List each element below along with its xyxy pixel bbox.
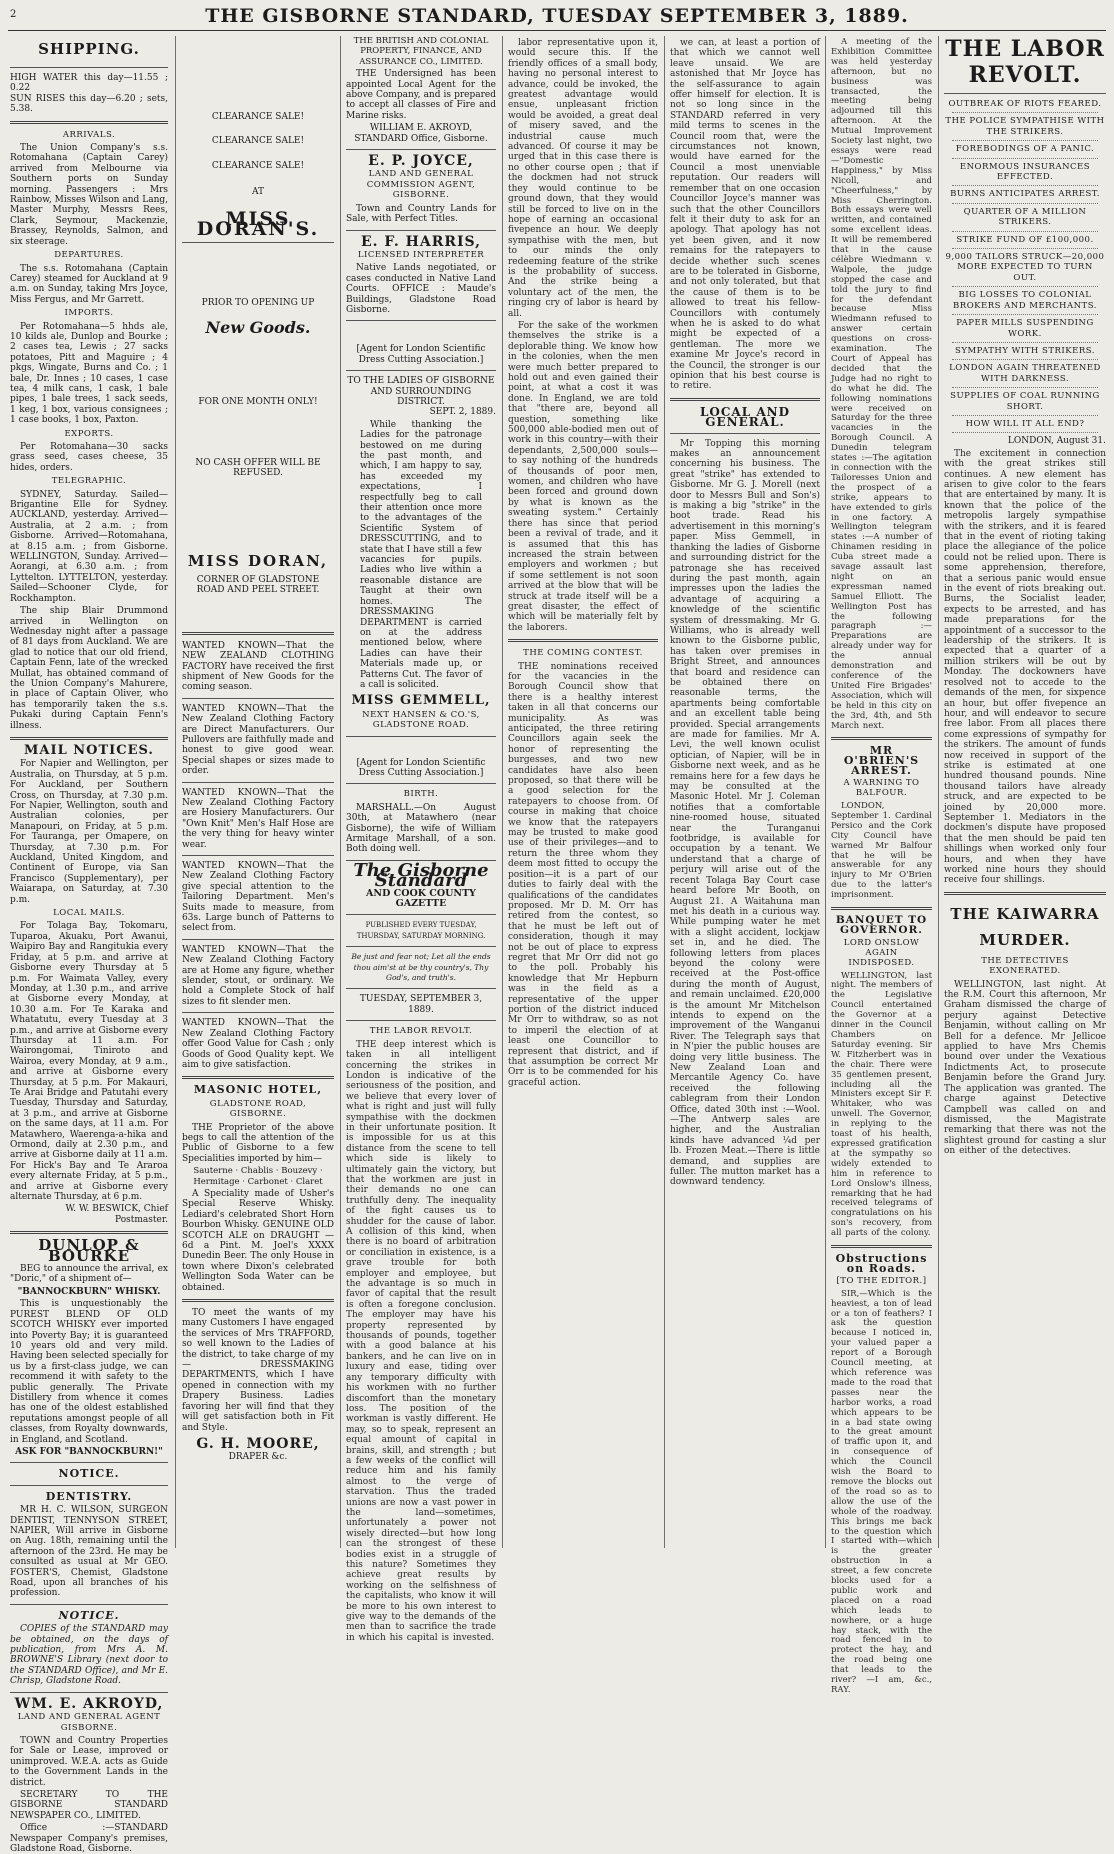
divider [10,67,168,68]
divider [831,737,932,740]
spacer [182,478,334,548]
sun-times: SUN RISES this day—6.20 ; sets, 5.38. [10,93,168,115]
local-mails-text: For Tolaga Bay, Tokomaru, Tuparoa, Akuaku, Port Awanui, Waipiro Bay and Rangitukia every Friday, at 5 p.m. and arrive at Gisborne every Thursday at 5 p.m. For Waimata Valley, every Monday, at 1.30 p.m., and arrive at Gisborne every Monday, at 10.30 a.m. For Te Karaka and Whatatutu, every Tuesday at 3 p.m., and arrive at Gisborne every Thursday at 11 a.m. For Wairongomai, Tiniroto and Wairoa, every Monday, at 9 a.m., and arrive at Gisborne every Thursday, at 5 p.m. For Makauri, Te Arai Bridge and Patutahi every Tuesday, Thursday and Saturday, at 3 p.m., and arrive at Gisborne on the same days, at 11 a.m. For Matawhero, Waerenga-a-hika and Ormond, daily at 2.30 p.m., and arrive at Gisborne daily at 11 a.m. For Hick's Bay and Te Araroa every alternate Friday, at 5 p.m., and arrive at Gisborne every alternate Thursday, at 6 p.m. [10,921,168,1203]
divider [182,698,334,699]
subhead: SUPPLIES OF COAL RUNNING SHORT. [950,391,1100,412]
wanted-ad-1: WANTED KNOWN—That the NEW ZEALAND CLOTHING FACTORY have received the first shipment of New Goods for the coming season. [182,640,334,693]
divider [182,855,334,856]
wanted-ad-3: WANTED KNOWN—That the New Zealand Clothing Factory are Hosiery Manufacturers. Our "Own Knit" Men's Half Hose are the very thing for heavy winter wear. [182,787,334,850]
local-general-heading: LOCAL AND GENERAL. [699,404,791,430]
harris-text: Native Lands negotiated, or cases conducted in Native Land Courts. OFFICE : Maude's Buildings, Gladstone Road Gisborne. [346,263,496,315]
divider [508,639,658,642]
dateline: LONDON, August 31. [1007,436,1106,447]
wanted-ad-2: WANTED KNOWN—That the New Zealand Clothing Factory are Direct Manufacturers. Our Pullovers are faithfully made and honest to give good wear. Special shapes or sizes made to order. [182,703,334,777]
notice2-text: COPIES of the STANDARD may be obtained, on the days of publication, from Mrs A. M. BROWNE'S Library (next door to the STANDARD Office), and Mr E. Chrisp, Gladstone Road. [10,1624,168,1687]
labor-revolt-heading: THE LABOR REVOLT. [945,36,1105,88]
subhead-divider [952,185,1098,186]
corner-address: CORNER OF GLADSTONE ROAD AND PEEL STREET. [196,574,320,596]
postmaster: W. W. BESWICK, Chief Postmaster. [65,1204,168,1225]
miss-dorans-heading: MISS DORAN'S. [196,207,320,241]
divider [182,782,334,783]
british-heading: THE BRITISH AND COLONIAL PROPERTY, FINANCE, AND ASSURANCE CO., LIMITED. [353,36,489,67]
divider [182,1012,334,1013]
editorial-cont-b: For the sake of the workmen themselves the strike is a deplorable thing. We know how in the colonies, when the men were much better prepared to hold out and even gained their point, at what a cost it was done. In England, we are told that "there are, beyond all question, something like 500,000 able-bodied men out of work in this country—with their dependants, 2,500,000 souls—to say nothing of the hundreds of thousands of poor men, women, and children who have been forced and ground down by what is known as the sweating system." Certainly there has since that period been a revival of trade, and it is assumed that this has increased the strain between employers and workmen ; but if some settlement is not soon arrived at the blow that will be struck at trade itself will be a great disaster, the effect of which will be materially felt by the laborers. [508,320,658,633]
moore-heading: G. H. MOORE, [196,1435,320,1452]
wanted-ad-6: WANTED KNOWN—That the New Zealand Clothing Factory offer Good Value for Cash ; only Goods of Good Quality kept. We aim to give satisfaction. [182,1018,334,1070]
obrien-text: LONDON, September 1. Cardinal Persico and the Cork City Council have warned Mr Balfour that he will be answerable for any injury to Mr O'Brien due to the latter's imprisonment. [831,800,932,901]
one-month: FOR ONE MONTH ONLY! [198,397,318,408]
column-rule [664,36,665,1548]
subhead-divider [952,231,1098,232]
editorial-cont-a: labor representative upon it, would secure this. If the friendly offices of a small body, having no personal interest to advance, could be invoked, the greatest advantage would ensue, unpleasant friction would be avoided, a great deal of misery saved, and the industrial cause much advanced. Of course it may be urged that in this case there is no other course open ; that if the dockmen had not struck they would continue to be ground down, that they would still be forced to live on in the hope of earning an occasional fivepence an hour. We deeply sympathise with the men, but to our minds the only redeeming feature of the strike is the probability of success. And the strike being a voluntary act of the men, the ringing cry of labor is heard by all. [508,38,658,319]
divider [10,1485,168,1486]
subhead-divider [952,314,1098,315]
masthead-title: THE GISBORNE STANDARD, TUESDAY SEPTEMBER 3, 1889. [205,5,909,27]
column-ads [182,36,334,1552]
ladies-heading: TO THE LADIES OF GISBORNE AND SURROUNDING DISTRICT. [347,376,495,407]
shipping-heading: SHIPPING. [38,40,140,58]
akroyd-text: TOWN and Country Properties for Sale or Lease, improved or unimproved. W.E.A. acts as Guide to the Government Lands in the district. [10,1735,168,1788]
column-rule [340,36,341,1548]
published: PUBLISHED EVERY TUESDAY, THURSDAY, SATURDAY MORNING. [356,921,486,940]
masthead-rule [8,30,1106,31]
new-goods-heading: New Goods. [205,317,311,337]
mail-text: For Napier and Wellington, per Australia, on Thursday, at 5 p.m. For Auckland, per Southern Cross, on Thursday, at 7.30 p.m. For Napier, Wellington, south and Australian colonies, per Manapouri, on Friday, at 5 p.m. For Tauranga, per Omapere, on Thursday, at 7.30 p.m. For Auckland, United Kingdom, and Continent of Europe, via San Francisco (Supplementary), per Waiarapa, on Saturday, at 7.30 p.m. [10,759,168,905]
subhead-divider [952,359,1098,360]
exports-text: Per Rotomahana—30 sacks grass seed, cases cheese, 35 hides, orders. [10,442,168,473]
masonic-sub: GLADSTONE ROAD, GISBORNE. [209,1098,307,1120]
divider [10,1231,168,1234]
joyce-sub: LAND AND GENERAL COMMISSION AGENT, GISBORNE. [366,169,476,201]
subhead: ENORMOUS INSURANCES EFFECTED. [959,161,1091,183]
column-rule [938,36,939,1548]
ladies-text: While thanking the Ladies for the patronage bestowed on me during the past month, and which, I am happy to say, has exceeded my expectations, I respectfully beg to call their attention once more to the advantages of the Scientific System of DRESSCUTTING, and to state that I have still a few vacancies for pupils. Ladies who live within a reasonable distance are Taught at their own homes. The DRESSMAKING DEPARTMENT is carried on at the address mentioned below, where Ladies can have their Materials made up, or Patterns Cut. The favor of a call is solicited. [360,419,482,690]
subhead-divider [952,112,1098,113]
divider [346,783,496,784]
birth-heading: BIRTH. [403,789,439,800]
paper-title: The Gisborne Standard [353,859,489,892]
divider [346,230,496,231]
imports-heading: IMPORTS. [64,308,114,319]
divider [182,632,334,635]
column-labor-revolt [944,36,1106,1552]
joyce-heading: E. P. JOYCE, [368,153,474,170]
clearance-2: CLEARANCE SALE! [211,136,305,147]
notice2-heading: NOTICE. [58,1608,120,1622]
subhead: FOREBODINGS OF A PANIC. [955,144,1095,155]
kaiwarra-sub: THE DETECTIVES EXONERATED. [981,955,1069,977]
imports-text: Per Rotomahana—5 hhds ale, 10 kilds ale, Dunlop and Bourke ; 2 cases tea, Lewis ; 27 sacks potatoes, Pitt and Maguire ; 4 pkgs, Wingate, Burns and Co. ; 1 bale, Dr. Innes ; 10 cases, 1 case tea, 4 milk cans, 1 cask, 1 bale pipes, 1 bale trees, 1 sack seeds, 1 keg, 1 box, various consignees ; 1 case books, 1 box, Paxton. [10,321,168,426]
motto: Be just and fear not; Let all the ends thou aim'st at be thy country's, Thy God's, and truth's. [351,952,491,983]
subhead: STRIKE FUND OF £100,000. [956,234,1094,245]
exports-heading: EXPORTS. [64,428,114,439]
agent-note-1: [Agent for London Scientific Dress Cutting Association.] [356,344,486,365]
birth-text: MARSHALL.—On August 30th, at Matawhero (near Gisborne), the wife of William Armitage Marshall, of a son. Both doing well. [346,802,496,855]
gemmell-heading: MISS GEMMELL, [351,693,491,709]
divider [670,398,820,401]
harris-sub: LICENSED INTERPRETER [357,249,485,260]
dunlop-heading: DUNLOP & BOURKE [38,1236,140,1265]
banquet-sub: LORD ONSLOW AGAIN INDISPOSED. [843,937,920,968]
gemmell-sub: NEXT HANSEN & CO.'S, GLADSTONE ROAD. [362,709,480,731]
column-rule [175,36,176,1548]
contest-cont: we can, at least a portion of that which we cannot well leave unsaid. We are astonished that Mr Joyce has the self-assurance to again offer himself for election. It is not so long since in the STANDARD referred in very mild terms to scenes in the Council room that, were the circumstances not known, would have earned for the Council a most unenviable reputation. Our readers will remember that on one occasion Councillor Joyce's manner was such that the other Councillors felt it their duty to ask for an apology. That apology has not yet been given, and it now remains for the ratepayers to decide whether such scenes are to be tolerated in Gisborne, and not only tolerated, but that the cause of them is to be allowed to treat his fellow-Councillors with contumely when he is asked to do what might be expected of a gentleman. The more we examine Mr Joyce's record in the Council, the stronger is our opinion that his best course is to retire. [670,38,820,392]
dentistry-heading: DENTISTRY. [45,1489,133,1503]
column-shipping [10,36,168,1854]
editorial-text: THE deep interest which is taken in all intelligent concerning the strikes in London is indicative of the seriousness of the position, and we believe that every lover of what is right and just will fully sympathise with the dockmen in their unfortunate position. It is impossible for us at this distance from the scene to tell which side is likely to ultimately gain the victory, but that the workmen are just in their demands no one can truthfully deny. The inequality of the fight causes us to shudder for the cause of labor. A collision of this kind, when there is no board of arbitration or conciliation in existence, is a grave trouble for both employer and employee, but the advantage is so much in favor of capital that the result is often a foregone conclusion. The employer may have his property represented by thousands of pounds, together with a good balance at his bankers, and he can live on in luxury and ease, tiding over any temporary difficulty with his workmen with no further discomfort than the monetary loss. The position of the workman is vastly different. He may, so to speak, represent an equal amount of capital in brains, skill, and strength ; but a few weeks of the conflict will reduce him and his family almost to the verge of starvation. Thus the traded unions are now a vast power in the land—sometimes, unfortunately a power not wisely directed—but how long can the strongest of these bodies exist in a struggle of this nature? Sometimes they achieve great results by working on the selfishness of the capitalists, who know it will be more to his own interest to give way to the demands of the men than to sacrifice the trade in which his capital is invested. [346,1039,496,1643]
divider [944,892,1106,895]
divider [346,736,496,737]
subhead: BURNS ANTICIPATES ARREST. [950,189,1100,200]
miss-doran-heading: MISS DORAN, [187,552,329,571]
office: Office :—STANDARD Newspaper Company's premises, Gladstone Road, Gisborne. [10,1823,168,1854]
akroyd-heading: WM. E. AKROYD, [14,1695,164,1712]
spacer [182,596,334,626]
local-mails-heading: LOCAL MAILS. [53,908,125,919]
subhead: QUARTER OF A MILLION STRIKERS. [963,206,1087,228]
column-news [831,36,932,1695]
divider [346,320,496,321]
agent-note-2: [Agent for London Scientific Dress Cutting Association.] [356,757,486,778]
column-local [670,36,820,1552]
divider [346,370,496,371]
subhead-divider [952,203,1098,204]
subhead: HOW WILL IT ALL END? [965,418,1085,429]
divider [831,1245,932,1248]
british-sign: WILLIAM E. AKROYD, STANDARD Office, Gisborne. [354,123,488,144]
divider [346,988,496,989]
divider [182,242,334,243]
spacer [182,347,334,397]
subhead: THE POLICE SYMPATHISE WITH THE STRIKERS. [945,116,1105,137]
subhead-divider [952,342,1098,343]
bannockburn: "BANNOCKBURN" WHISKY. [17,1286,161,1297]
wanted-ad-4: WANTED KNOWN—That the New Zealand Clothing Factory give special attention to the Tailoring Department. Men's Suits made to measure, from 63s. Large bunch of Patterns to select from. [182,861,334,934]
divider [670,433,820,434]
subhead-divider [952,286,1098,287]
roads-text: SIR,—Which is the heaviest, a ton of lead or a ton of feathers? I ask the question because I noticed in, your valued paper a report of a Borough Council meeting, at which reference was made to the road that passes near the harbor works, a road which appears to be in a bad state owing to the great amount of traffic upon it, and in consequence of which the Council wish the Board to remove the blocks out of the road so as to allow the use of the whole of the roadway. This brings me back to the question which I started with—which is the greater obstruction in a street, a few concrete blocks used for a public work and placed on a road which leads to nowhere, or a huge hay stack, with the road fenced in to protect the hay, and the road being one that leads to the river? —I am, &c., RAY. [831,1288,932,1695]
masthead [0,0,1114,30]
notice-heading: NOTICE. [58,1467,120,1481]
column-editorial [346,36,496,1643]
subheads [944,99,1106,433]
subhead-divider [952,140,1098,141]
subhead: BIG LOSSES TO COLONIAL BROKERS AND MERCHANTS. [953,290,1097,311]
roads-sub: [TO THE EDITOR.] [836,1275,927,1286]
banquet-text: WELLINGTON, last night. The members of the Legislative Council entertained the Governor at a dinner in the Council Chambers on Saturday evening. Sir W. Fitzherbert was in the chair. There were 35 gentlemen present, including all the Ministers except Sir F. Whitaker, who was unwell. The Governor, in replying to the toast of his health, expressed gratification at the sympathy so widely extended to him in reference to Lord Onslow's illness, remarking that he had received telegrams of congratulations on his son's recovery, from all parts of the colony. [831,970,932,1239]
arrivals-heading: ARRIVALS. [62,129,116,140]
page-number: 2 [10,9,17,20]
banquet-heading: BANQUET TO GOVERNOR. [835,914,928,936]
at-label: AT [251,187,264,198]
roads-heading: Obstructions on Roads. [835,1252,928,1275]
divider [182,1076,334,1079]
divider [10,737,168,740]
spacer [346,742,496,758]
ship-note: The ship Blair Drummond arrived in Wellington on Wednesday night after a passage of 81 days from Auckland. We are glad to notice that our old friend, Captain Fenn, late of the wrecked Mullat, has obtained command of the Union Company's Mahurere, in place of Captain Oliver, who has temporarily taken the s.s. Pukaki during Captain Fenn's illness. [10,606,168,731]
dentistry-text: MR H. C. WILSON, SURGEON DENTIST, TENNYSON STREET, NAPIER, Will arrive in Gisborne on Aug. 18th, remaining until the afternoon of the 23rd. He may be consulted as usual at Mr GEO. FOSTER'S, Chemist, Gladstone Road, upon all branches of his profession. [10,1505,168,1599]
divider [831,907,932,910]
divider [346,1020,496,1021]
coming-contest-heading: THE COMING CONTEST. [523,648,643,659]
mail-heading: MAIL NOTICES. [24,742,154,758]
telegraphic-text: SYDNEY, Saturday. Sailed—Brigantine Elle for Sydney. AUCKLAND, yesterday. Arrived—Australia, at 2 a.m. ; from Gisborne. Arrived—Rotomahana, at 8.15 a.m. ; from Gisborne. WELLINGTON, Sunday. Arrived—Aorangi, at 6.30 a.m. ; from Lyttelton. LYTTELTON, yesterday. Sailed—Schooner Clyde, for Rockhampton. [10,489,168,604]
divider [10,1604,168,1605]
no-cash: NO CASH OFFER WILL BE REFUSED. [195,457,321,479]
divider [944,93,1106,94]
kaiwarra-heading: THE KAIWARRA MURDER. [950,904,1100,949]
divider [182,939,334,940]
obrien-heading: MR O'BRIEN'S ARREST. [843,744,920,778]
masonic-text: THE Proprietor of the above begs to call the attention of the Public of Gisborne to a few Specialities imported by him— [182,1122,334,1164]
british-text: THE Undersigned has been appointed Local Agent for the above Company, and is prepared to accept all classes of Fire and Marine risks. [346,69,496,121]
subhead-divider [952,248,1098,249]
divider [346,149,496,150]
high-water: HIGH WATER this day—11.55 ; 0.22 [10,73,168,94]
revolt-editorial-heading: THE LABOR REVOLT. [369,1026,473,1037]
subhead: SYMPATHY WITH STRIKERS. [955,345,1095,356]
ladies-date: SEPT. 2, 1889. [429,407,496,418]
dressmaking-text: TO meet the wants of my many Customers I have engaged the services of Mrs TRAFFORD, so well known to the Ladies of the district, to take charge of my— DRESSMAKING DEPARTMENTS, which I have opened in connection with my Drapery Business. Ladies favoring her will find that they will get satisfaction both in Fit and Style. [182,1308,334,1433]
news-text-a: A meeting of the Exhibition Committee was held yesterday afternoon, but no business was transacted, the meeting being adjourned till this afternoon. At the Mutual Improvement Society last night, two essays were read—"Domestic Happiness," by Miss Nicoll, and "Cheerfulness," by Miss Cherrington. Both essays were well written, and contained some excellent ideas. It will be remembered that in the cause célèbre Wiedmann v. Walpole, the judge stopped the case and told the jury to find for the defendant because Miss Wiedmann refused to answer certain questions on cross-examination. The Court of Appeal has decided that the Judge had no right to do what he did. The following nominations were received on Saturday for the three vacancies in the Borough Council. A Dunedin telegram states :—The agitation in connection with the Tailoresses Union and the prospect of a strike, appears to have extended to girls in one factory. A Wellington telegram states :—A number of Chinamen residing in Cuba street made a savage assault last night on an expressman named Samuel Elliott. The Wellington Post has the following paragraph :—Preparations are already under way for the annual demonstration and conference of the United Fire Brigades' Association, which will be held in this city on the 3rd, 4th, and 5th March next. [831,37,932,731]
secretary: SECRETARY TO THE GISBORNE STANDARD NEWSPAPER CO., LIMITED. [10,1789,168,1821]
divider [182,1299,334,1302]
wanted-ad-5: WANTED KNOWN—That the New Zealand Clothing Factory are at Home any figure, whether slender, stout, or ordinary. We hold a Complete Stock of half sizes to fit slender men. [182,944,334,1007]
arrivals-text: The Union Company's s.s. Rotomahana (Captain Carey) arrived from Melbourne via Southern ports on Sunday morning. Passengers : Mrs Rainbow, Misses Wilson and Lang, Master Murphy, Messrs Rees, Clark, Seymour, Mackenzie, Brassey, Reynolds, Salmon, and six steerage. [10,143,168,247]
departures-text: The s.s. Rotomahana (Captain Carey) steamed for Auckland at 9 a.m. on Sunday, taking Mrs Joyce, Miss Fergus, and Mr Garrett. [10,263,168,305]
column-editorial-2 [508,36,658,1552]
joyce-text: Town and Country Lands for Sale, with Perfect Titles. [346,203,496,225]
divider [346,946,496,947]
paper-sub: AND COOK COUNTY GAZETTE [366,887,476,910]
clearance-3: CLEARANCE SALE! [211,160,305,171]
subhead-divider [952,387,1098,388]
divider [10,1462,168,1463]
divider [10,121,168,124]
masonic-heading: MASONIC HOTEL, [193,1083,323,1097]
subhead: 9,000 TAILORS STRUCK—20,000 MORE EXPECTED TO TURN OUT. [945,252,1105,283]
subhead-divider [952,415,1098,416]
prior-label: PRIOR TO OPENING UP [201,298,315,309]
draper-label: DRAPER &c. [228,1452,288,1463]
divider [10,1692,168,1693]
masonic-text-2: A Speciality made of Usher's Special Reserve Whisky. Lediard's celebrated Short Horn Bourbon Whisky. GENUINE OLD SCOTCH ALE on DRAUGHT — 6d a Pint. M. Joel's XXXX Dunedin Beer. The only House in town where Dixon's celebrated Wellington Soda Water can be obtained. [182,1188,334,1293]
divider [346,914,496,915]
coming-contest-text: THE nominations received for the vacancies in the Borough Council show that there is a healthy interest taken in all that concerns our municipality. As was anticipated, the three retiring Councillors again seek the honor of representing the burgesses, and two new candidates have also been proposed, so that there will be a good selection for the ratepayers to choose from. Of course in making that choice we know that the ratepayers may be trusted to make good use of their privileges—and to return the three whom they deem most fitted to occupy the position—it is a part of our duties to fairly deal with the qualifications of the candidates proposed. Mr D. M. Orr has retired from the contest, so that he must be left out of consideration, though it may not be out of place to express regret that Mr Orr did not go to the poll. Probably his knowledge that Mr Hepburn was in the field as a representative of the upper portion of the district induced Mr Orr to withdraw, so as not to imperil the election of at least one Councillor to represent that district, and if that assumption be correct Mr Orr is to be commended for his graceful action. [508,661,658,1088]
ask-for: ASK FOR "BANNOCKBURN!" [15,1446,163,1457]
subhead-divider [952,158,1098,159]
subhead: PAPER MILLS SUSPENDING WORK. [956,318,1094,339]
akroyd-sub: LAND AND GENERAL AGENT GISBORNE. [17,1712,161,1733]
subhead-divider [952,432,1098,433]
subhead: LONDON AGAIN THREATENED WITH DARKNESS. [949,363,1101,384]
column-rule [502,36,503,1548]
dunlop-text: BEG to announce the arrival, ex "Doric," of a shipment of— [10,1264,168,1285]
issue-date: TUESDAY, SEPTEMBER 3, 1889. [359,994,483,1015]
masonic-list: Sauterne · Chablis · Bouzevy · Hermitage · Carbonet · Claret [193,1166,323,1187]
column-rule [825,36,826,1548]
kaiwarra-text: WELLINGTON, last night. At the R.M. Court this afternoon, Mr Graham dismissed the charge of perjury against Detective Benjamin, without calling on Mr Bell for a defence. Mr Jellicoe applied to have Mrs Chemis bound over under the Vexatious Indictments Act, to prosecute Benjamin before the Grand Jury. The application was granted. The charge against Detective Campbell was called on and dismissed, the Magistrate remarking that there was not the slightest ground for casting a slur on either of the detectives. [944,979,1106,1157]
subhead: OUTBREAK OF RIOTS FEARED. [948,99,1102,109]
dunlop-text-2: This is unquestionably the PUREST BLEND OF OLD SCOTCH WHISKY ever imported into Poverty Bay; it is guaranteed 10 years old and very mild. Having been selected specially for us by a first-class judge, we can recommend it with safety to the public generally. The Private Distillery from whence it comes has one of the oldest established reputations amongst people of all classes, from Royalty downwards, in England, and Scotland. [10,1299,168,1445]
spacer [182,408,334,458]
spacer [182,248,334,298]
telegraphic-heading: TELEGRAPHIC. [51,476,127,487]
spacer [346,326,496,344]
departures-heading: DEPARTURES. [54,250,124,261]
labor-revolt-text: The excitement in connection with the great strikes still continues. A new element has arisen to give color to the fears that are entertained by many. It is known that the police of the metropolis largely sympathise with the strikers, and it is feared that in the event of rioting taking place the allegiance of the police could not be relied upon. There is some apprehension, therefore, that a serious panic would ensue in the event of riots breaking out. Burns, the Socialist leader, expects to be arrested, and has made preparations for the appointment of a successor to the leadership of the strikers. It is expected that a quarter of a million strikers will be out by Monday. The dockowners have resolved not to accede to the demands of the men, for sixpence an hour, but offer fivepence an hour, and will endeavor to secure free labor. From all places there come expressions of sympathy for the strikers. The amount of funds now received in support of the strike is estimated at one hundred thousand pounds. Nine thousand tailors have already struck, and are expected to be joined by 20,000 more. September 1. Mediators in the dockmen's dispute have proposed that the men should be paid ten shillings when worked only four hours, and when they have worked nine hours they should receive four shillings. [944,448,1106,886]
harris-heading: E. F. HARRIS, [360,233,482,250]
obrien-sub: A WARNING TO BALFOUR. [843,778,920,799]
local-general-text: Mr Topping this morning makes an announcement concerning his business. The great "strike" has extended to Gisborne. Mr G. J. Morell (next door to Messrs Bull and Son's) is making a big "strike" in the boot trade. Read his advertisement in this morning's paper. Miss Gemmell, in thanking the ladies of Gisborne and surrounding district for the patronage she has received during the past month, again impresses upon the ladies the advantage of acquiring a knowledge of the scientific system of dressmaking. Mr G. Williams, who is already well known to the Gisborne public, has taken over premises in Bright Street, and announces that board and residence can be obtained there on reasonable terms, the apartments being comfortable and an excellent table being provided. Special arrangements are made for families. Mr A. Levi, the well known oculist optician, of Napier, will be in Gisborne next week, and as he remains here for a few days he may be consulted at the Masonic Hotel. Mr J. Coleman notifies that a comfortable nine-roomed house, situated near the Turanganui footbridge, is available for occupation by a tenant. We understand that a charge of perjury will arise out of the recent Tolaga Bay Court case heard before Mr Booth, on August 21. A Waitahuna man met his death in a curious way. While pumping water he met with a slight accident, lockjaw set in, and he died. The following letters from places beyond the colony were received at the Post-office during the month of August, and remain unclaimed. £20,000 is the amount Mr Mitchelson intends to expend on the improvement of the Wanganui River. The Telegraph says that in N'pier the public houses are doing very little business. The New Zealand Loan and Mercantile Agency Co. have received the following cablegram from their London Office, dated 30th inst :—Wool.—The Antwerp sales are higher, and the Australian kinds have advanced ¼d per lb. Frozen Meat.—There is little demand, and supplies are fuller. The mutton market has a downward tendency. [670,438,820,1188]
clearance-1: CLEARANCE SALE! [211,112,305,122]
spacer [182,36,334,106]
